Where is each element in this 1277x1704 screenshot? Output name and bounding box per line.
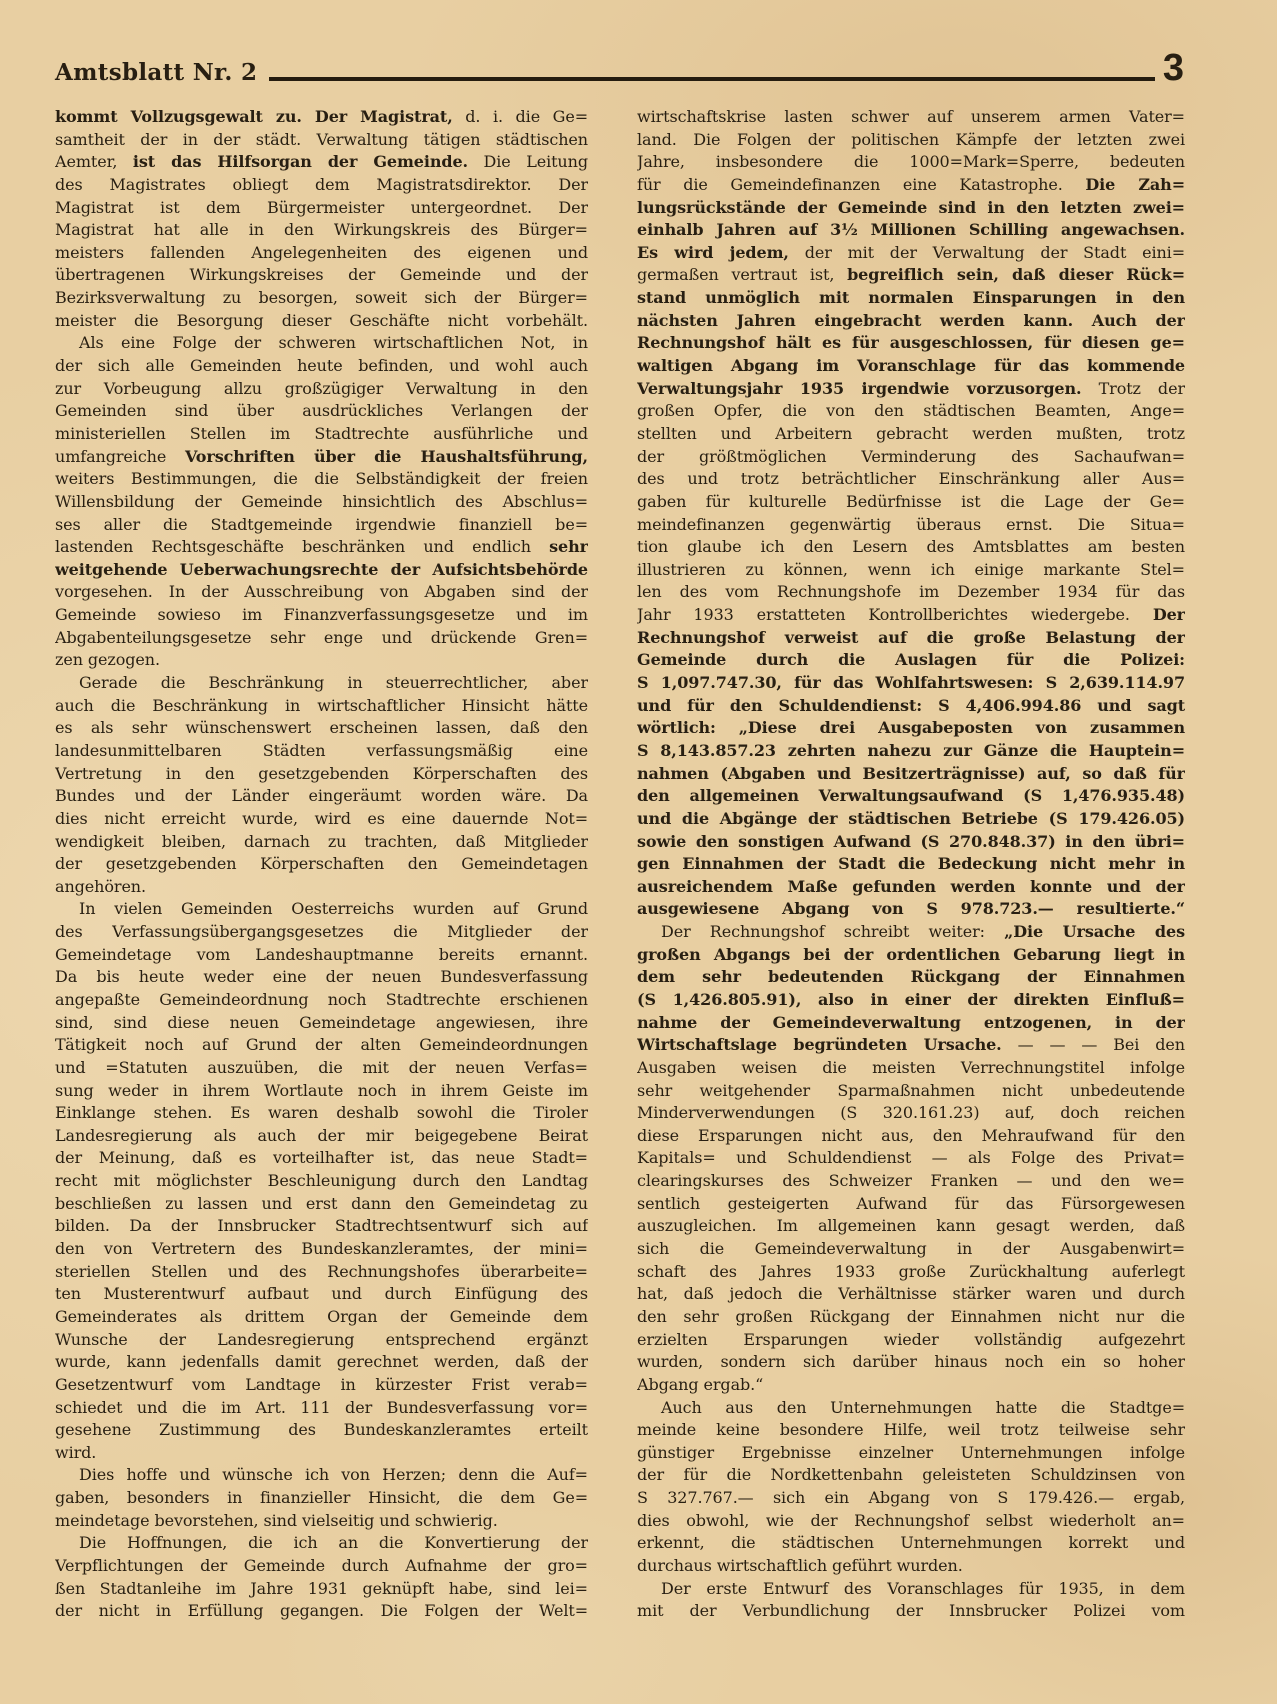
- text-line: Als eine Folge der schweren wirtschaftlichen Not, in: [79, 333, 588, 353]
- text-line: übertragenen Wirkungskreises der Gemeinde und der: [55, 265, 588, 285]
- text-line: und =Statuten auszuüben, die mit der neuen Verfas=: [55, 1057, 588, 1077]
- text-line: Magistrat hat alle in den Wirkungskreis des Bürger=: [55, 220, 588, 240]
- text-line: Vertretung in den gesetzgebenden Körperschaften des: [55, 763, 588, 783]
- text-line: nahmen (Abgaben und Besitzerträgnisse) auf, so daß für: [637, 763, 1185, 783]
- text-line: ßen Stadtanleihe im Jahre 1931 geknüpft habe, sind lei=: [55, 1578, 588, 1598]
- text-line: der für die Nordkettenbahn geleisteten Schuldzinsen von: [637, 1465, 1185, 1485]
- text-line: Verwaltungsjahr 1935 irgendwie vorzusorgen. Trotz der: [637, 378, 1185, 398]
- text-line: Bezirksverwaltung zu besorgen, soweit sich der Bürger=: [55, 288, 588, 308]
- text-line: dies obwohl, wie der Rechnungshof selbst wiederholt an=: [637, 1510, 1185, 1530]
- text-line: Der erste Entwurf des Voranschlages für 1935, in dem: [661, 1578, 1185, 1598]
- text-line: gaben für kulturelle Bedürfnisse ist die Lage der Ge=: [637, 491, 1185, 511]
- text-line: In vielen Gemeinden Oesterreichs wurden auf Grund: [79, 899, 588, 919]
- text-line: nahme der Gemeindeverwaltung entzogenen, in der: [637, 1012, 1185, 1032]
- text-line: Verpflichtungen der Gemeinde durch Aufnahme der gro=: [55, 1556, 588, 1575]
- text-line: ten Musterentwurf aufbaut und durch Einfügung des: [55, 1284, 588, 1304]
- text-line: schaft des Jahres 1933 große Zurückhaltung auferlegt: [637, 1261, 1185, 1281]
- text-line: Wunsche der Landesregierung entsprechend ergänzt: [55, 1329, 588, 1349]
- text-line: recht mit möglichster Beschleunigung durch den Landtag: [55, 1171, 588, 1191]
- text-line: gen Einnahmen der Stadt die Bedeckung nicht mehr in: [637, 854, 1185, 874]
- text-line: stellten und Arbeitern gebracht werden mußten, trotz: [637, 423, 1185, 443]
- text-line: illustrieren zu können, wenn ich einige markante Stel=: [637, 559, 1185, 579]
- page-header: [55, 47, 1185, 90]
- text-line: umfangreiche Vorschriften über die Haushaltsführung,: [55, 446, 588, 466]
- column-right: [637, 106, 1185, 1623]
- text-line: Gemeinderates als drittem Organ der Gemeinde dem: [55, 1306, 588, 1326]
- text-line: sowie den sonstigen Aufwand (S 270.848.37) in den übri=: [637, 831, 1185, 851]
- text-line: zen gezogen.: [55, 650, 160, 670]
- text-line: auszugleichen. Im allgemeinen kann gesagt werden, daß: [637, 1216, 1185, 1236]
- text-line: sehr weitgehender Sparmaßnahmen nicht unbedeutende: [637, 1080, 1185, 1100]
- text-line: Jahre, insbesondere die 1000=Mark=Sperre, bedeuten: [637, 152, 1185, 172]
- text-line: S 8,143.857.23 zehrten nahezu zur Gänze die Hauptein=: [637, 740, 1185, 760]
- text-line: Da bis heute weder eine der neuen Bundesverfassung: [55, 967, 588, 987]
- text-line: es als sehr wünschenswert erscheinen lassen, daß den: [55, 718, 588, 738]
- text-line: meinde keine besondere Hilfe, weil trotz teilweise sehr: [637, 1420, 1185, 1440]
- text-line: sung weder in ihrem Wortlaute noch in ihrem Geiste im: [55, 1080, 588, 1100]
- text-line: Bundes und der Länder eingeräumt worden wäre. Da: [55, 786, 588, 806]
- text-line: stand unmöglich mit normalen Einsparungen in den: [637, 288, 1185, 308]
- text-line: der Meinung, daß es vorteilhafter ist, das neue Stadt=: [55, 1148, 588, 1168]
- column-left: [55, 106, 588, 1623]
- text-line: Gerade die Beschränkung in steuerrechtlicher, aber: [79, 673, 588, 693]
- text-line: und die Abgänge der städtischen Betriebe (S 179.426.05): [637, 808, 1185, 828]
- text-line: Aemter, ist das Hilfsorgan der Gemeinde. Die Leitung: [55, 152, 588, 172]
- text-line: wird.: [55, 1442, 97, 1462]
- text-line: großen Opfer, die von den städtischen Beamten, Ange=: [637, 401, 1185, 421]
- text-line: für die Gemeindefinanzen eine Katastrophe. Die Zah=: [637, 174, 1185, 194]
- text-line: auch die Beschränkung in wirtschaftlicher Hinsicht hätte: [55, 695, 588, 715]
- text-line: Auch aus den Unternehmungen hatte die Stadtge=: [661, 1397, 1185, 1417]
- text-line: Gemeindetage vom Landeshauptmanne bereits ernannt.: [55, 944, 588, 964]
- text-line: sich die Gemeindeverwaltung in der Ausgabenwirt=: [637, 1239, 1185, 1259]
- header-rule: [269, 77, 1155, 81]
- article-body: [55, 106, 1185, 1623]
- text-line: waltigen Abgang im Voranschlage für das kommende: [637, 356, 1185, 376]
- text-line: beschließen zu lassen und erst dann den Gemeindetag zu: [55, 1193, 588, 1213]
- text-line: lastenden Rechtsgeschäfte beschränken und endlich sehr: [55, 537, 588, 557]
- text-line: der gesetzgebenden Körperschaften den Gemeindetagen: [55, 854, 588, 874]
- text-line: durchaus wirtschaftlich geführt wurden.: [637, 1556, 963, 1575]
- journal-title: Amtsblatt Nr. 2: [55, 59, 258, 86]
- text-line: Gemeinden sind über ausdrückliches Verlangen der: [55, 401, 588, 421]
- text-line: Einklange stehen. Es waren deshalb sowohl die Tiroler: [55, 1103, 588, 1123]
- text-line: dem sehr bedeutenden Rückgang der Einnahmen: [637, 967, 1185, 987]
- text-line: vorgesehen. In der Ausschreibung von Abgaben sind der: [55, 582, 588, 602]
- text-line: ausreichendem Maße gefunden werden konnte und der: [637, 876, 1185, 896]
- text-line: meindetage bevorstehen, sind vielseitig und schwierig.: [55, 1510, 498, 1530]
- text-line: clearingskurses des Schweizer Franken — und den we=: [637, 1171, 1185, 1191]
- text-line: Landesregierung als auch der mir beigegebene Beirat: [55, 1125, 588, 1145]
- text-line: angehören.: [55, 876, 147, 896]
- text-line: len des vom Rechnungshofe im Dezember 1934 für das: [637, 582, 1185, 602]
- text-line: der sich alle Gemeinden heute befinden, und wohl auch: [55, 356, 588, 376]
- text-line: meindefinanzen gegenwärtig überaus ernst. Die Situa=: [637, 514, 1185, 534]
- text-line: sind, sind diese neuen Gemeindetage angewiesen, ihre: [55, 1012, 588, 1032]
- text-line: zur Vorbeugung allzu großzügiger Verwaltung in den: [55, 378, 588, 398]
- text-line: ses aller die Stadtgemeinde irgendwie finanziell be=: [55, 514, 588, 534]
- text-line: Ausgaben weisen die meisten Verrechnungstitel infolge: [637, 1057, 1185, 1077]
- text-line: landesunmittelbaren Städten verfassungsmäßig eine: [55, 740, 588, 760]
- text-line: Magistrat ist dem Bürgermeister untergeordnet. Der: [55, 197, 588, 217]
- text-line: tion glaube ich den Lesern des Amtsblattes am besten: [637, 537, 1185, 557]
- text-line: Gemeinde sowieso im Finanzverfassungsgesetze und im: [55, 605, 588, 625]
- text-line: Jahr 1933 erstatteten Kontrollberichtes wiedergebe. Der: [637, 605, 1185, 625]
- text-line: Rechnungshof verweist auf die große Belastung der: [637, 627, 1185, 647]
- text-line: Gemeinde durch die Auslagen für die Polizei:: [637, 650, 1185, 670]
- text-line: wendigkeit bleiben, darnach zu trachten, daß Mitglieder: [55, 831, 588, 851]
- text-line: günstiger Ergebnisse einzelner Unternehmungen infolge: [637, 1442, 1185, 1462]
- text-line: samtheit der in der städt. Verwaltung tätigen städtischen: [55, 129, 588, 149]
- text-line: der größtmöglichen Verminderung des Sachaufwan=: [637, 446, 1185, 466]
- text-line: Wirtschaftslage begründeten Ursache. — — — Bei den: [637, 1035, 1185, 1055]
- text-line: (S 1,426.805.91), also in einer der direkten Einfluß=: [637, 989, 1185, 1009]
- text-line: mit der Verbundlichung der Innsbrucker Polizei vom: [637, 1601, 1185, 1621]
- text-line: Der Rechnungshof schreibt weiter: „Die Ursache des: [661, 922, 1185, 942]
- text-line: gaben, besonders in finanzieller Hinsicht, die dem Ge=: [55, 1488, 588, 1508]
- text-line: meister die Besorgung dieser Geschäfte nicht vorbehält.: [55, 310, 588, 330]
- text-line: großen Abgangs bei der ordentlichen Gebarung liegt in: [637, 944, 1185, 964]
- text-line: des und trotz beträchtlicher Einschränkung aller Aus=: [637, 469, 1185, 489]
- text-line: steriellen Stellen und des Rechnungshofes überarbeite=: [55, 1261, 588, 1281]
- text-line: Kapitals= und Schuldendienst — als Folge des Privat=: [637, 1148, 1185, 1168]
- text-line: gesehene Zustimmung des Bundeskanzleramtes erteilt: [55, 1420, 588, 1440]
- text-line: land. Die Folgen der politischen Kämpfe der letzten zwei: [637, 129, 1185, 149]
- text-line: Rechnungshof hält es für ausgeschlossen, für diesen ge=: [637, 333, 1185, 353]
- text-line: S 327.767.— sich ein Abgang von S 179.426.— ergab,: [637, 1488, 1185, 1508]
- text-line: Die Hoffnungen, die ich an die Konvertierung der: [79, 1533, 588, 1553]
- text-line: kommt Vollzugsgewalt zu. Der Magistrat, d. i. die Ge=: [55, 107, 588, 126]
- text-line: den allgemeinen Verwaltungsaufwand (S 1,476.935.48): [637, 786, 1185, 806]
- text-line: wurde, kann jedenfalls damit gerechnet werden, daß der: [55, 1352, 588, 1372]
- text-line: weiters Bestimmungen, die die Selbständigkeit der freien: [55, 469, 588, 489]
- text-line: hat, daß jedoch die Verhältnisse stärker waren und durch: [637, 1284, 1185, 1304]
- text-line: erkennt, die städtischen Unternehmungen korrekt und: [637, 1533, 1185, 1553]
- page-number: 3: [1162, 47, 1185, 90]
- text-line: erzielten Ersparungen wieder vollständig aufgezehrt: [637, 1329, 1185, 1349]
- text-line: diese Ersparungen nicht aus, den Mehraufwand für den: [637, 1125, 1185, 1145]
- text-line: schiedet und die im Art. 111 der Bundesverfassung vor=: [55, 1397, 588, 1417]
- text-line: meisters fallenden Angelegenheiten des eigenen und: [55, 242, 588, 262]
- text-line: angepaßte Gemeindeordnung noch Stadtrechte erschienen: [55, 989, 588, 1009]
- text-line: sentlich gesteigerten Aufwand für das Fürsorgewesen: [637, 1193, 1185, 1213]
- text-line: Abgabenteilungsgesetze sehr enge und drückende Gren=: [55, 627, 588, 647]
- text-line: Minderverwendungen (S 320.161.23) auf, doch reichen: [637, 1103, 1185, 1123]
- text-line: und für den Schuldendienst: S 4,406.994.86 und sagt: [637, 695, 1185, 715]
- text-line: wirtschaftskrise lasten schwer auf unserem armen Vater=: [637, 107, 1185, 126]
- text-line: Tätigkeit noch auf Grund der alten Gemeindeordnungen: [55, 1035, 588, 1055]
- text-line: den von Vertretern des Bundeskanzleramtes, der mini=: [55, 1239, 588, 1259]
- text-line: germaßen vertraut ist, begreiflich sein, daß dieser Rück=: [637, 265, 1185, 285]
- text-line: des Magistrates obliegt dem Magistratsdirektor. Der: [55, 174, 588, 194]
- text-line: nächsten Jahren eingebracht werden kann. Auch der: [637, 310, 1185, 330]
- text-line: ausgewiesene Abgang von S 978.723.— resultierte.“: [637, 899, 1185, 919]
- text-line: ministeriellen Stellen im Stadtrechte ausführliche und: [55, 423, 588, 443]
- text-line: einhalb Jahren auf 3½ Millionen Schilling angewachsen.: [637, 220, 1185, 240]
- text-line: wurden, sondern sich darüber hinaus noch ein so hoher: [637, 1352, 1185, 1372]
- text-line: des Verfassungsübergangsgesetzes die Mitglieder der: [55, 922, 588, 942]
- text-line: Dies hoffe und wünsche ich von Herzen; denn die Auf=: [79, 1465, 588, 1485]
- text-line: Gesetzentwurf vom Landtage in kürzester Frist verab=: [55, 1374, 588, 1394]
- text-line: den sehr großen Rückgang der Einnahmen nicht nur die: [637, 1306, 1185, 1326]
- text-line: S 1,097.747.30, für das Wohlfahrtswesen: S 2,639.114.97: [637, 673, 1185, 693]
- text-line: dies nicht erreicht wurde, wird es eine dauernde Not=: [55, 808, 588, 828]
- text-line: weitgehende Ueberwachungsrechte der Aufsichtsbehörde: [55, 559, 588, 579]
- text-line: wörtlich: „Diese drei Ausgabeposten von zusammen: [637, 718, 1185, 738]
- text-line: Abgang ergab.“: [637, 1374, 764, 1394]
- text-line: der nicht in Erfüllung gegangen. Die Folgen der Welt=: [55, 1601, 588, 1621]
- text-line: Willensbildung der Gemeinde hinsichtlich des Abschlus=: [55, 491, 588, 511]
- text-line: lungsrückstände der Gemeinde sind in den letzten zwei=: [637, 197, 1185, 217]
- text-line: bilden. Da der Innsbrucker Stadtrechtsentwurf sich auf: [55, 1216, 588, 1236]
- text-line: Es wird jedem, der mit der Verwaltung der Stadt eini=: [637, 242, 1185, 262]
